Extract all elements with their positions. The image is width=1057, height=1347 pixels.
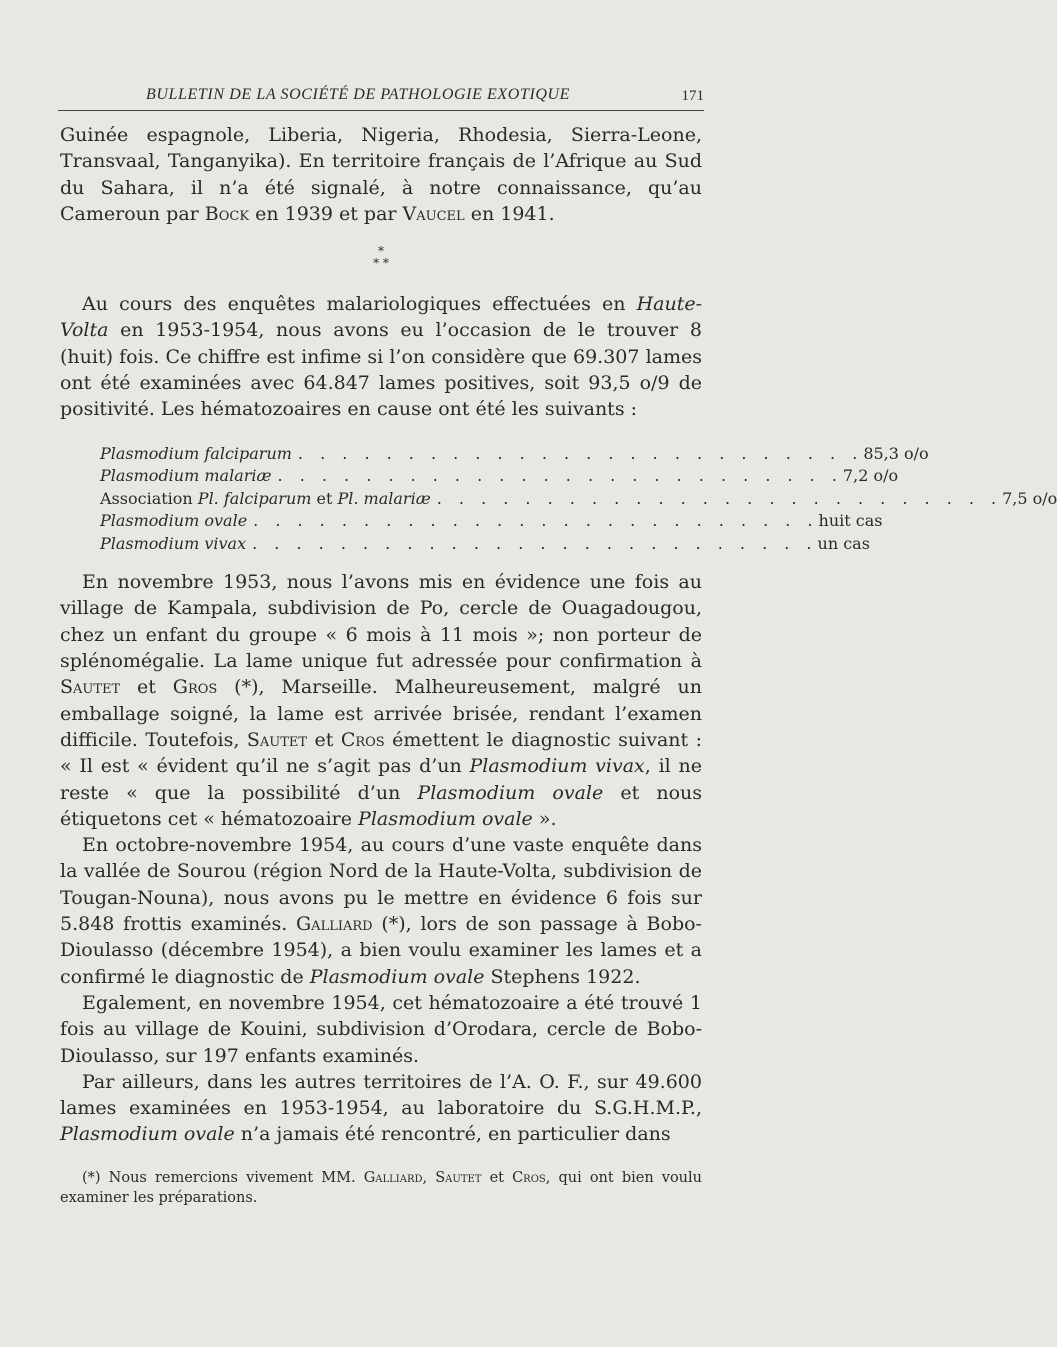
author-name: Bock	[204, 202, 250, 225]
paragraph-continuation: Guinée espagnole, Liberia, Nigeria, Rhodesia, Sierra-Leone, Transvaal, Tanganyika). En territoire français de l’Afrique au Sud du Sahara, il n’a été signalé, à notre connaissance, qu’au Cameroun par Bock en 1939 et par Vaucel en 1941.	[60, 124, 702, 225]
parasite-table	[100, 443, 1057, 556]
section-separator: * * *	[373, 244, 389, 271]
table-row: Plasmodium malariæ . . . . . . . . . . . . . . . . . . . . . . . . . . 7,2 o/o	[100, 466, 899, 486]
place-name: Haute-Volta	[60, 293, 702, 342]
paragraph: Egalement, en novembre 1954, cet hématozoaire a été trouvé 1 fois au village de Kouini, subdivision d’Orodara, cercle de Bobo-Dioulasso, sur 197 enfants examinés.	[60, 991, 702, 1067]
author-name: Vaucel	[402, 202, 465, 225]
body-text	[60, 122, 1057, 1148]
running-title: BULLETIN DE LA SOCIÉTÉ DE PATHOLOGIE EXOTIQUE	[146, 86, 571, 103]
footnote: (*) Nous remercions vivement MM. Galliard, Sautet et Cros, qui ont bien voulu examiner les préparations.	[60, 1170, 702, 1206]
table-row: Plasmodium vivax . . . . . . . . . . . . . . . . . . . . . . . . . . un cas	[100, 533, 870, 553]
paragraph: En novembre 1953, nous l’avons mis en évidence une fois au village de Kampala, subdivision de Po, cercle de Ouagadougou, chez un enfant du groupe « 6 mois à 11 mois »; non porteur de splénomégalie. La lame unique fut adressée pour confirmation à Sautet et Gros (*), Marseille. Malheureusement, malgré un emballage soigné, la lame est arrivée brisée, rendant l’examen difficile. Toutefois, Sautet et Cros émettent le diagnostic suivant : « Il est « évident qu’il ne s’agit pas d’un Plasmodium vivax, il ne reste « que la possibilité d’un Plasmodium ovale et nous étiquetons cet « hématozoaire Plasmodium ovale ».	[60, 571, 703, 830]
page-header	[58, 80, 704, 111]
table-row: Plasmodium falciparum . . . . . . . . . . . . . . . . . . . . . . . . . . 85,3 o/o	[100, 443, 929, 463]
paragraph: Par ailleurs, dans les autres territoires de l’A. O. F., sur 49.600 lames examinées en 1953-1954, au laboratoire du S.G.H.M.P., Plasmodium ovale n’a jamais été rencontré, en particulier dans	[60, 1070, 702, 1146]
paragraph: Au cours des enquêtes malariologiques effectuées en Haute-Volta en 1953-1954, nous avons eu l’occasion de le trouver 8 (huit) fois. Ce chiffre est infime si l’on considère que 69.307 lames ont été examinées avec 64.847 lames positives, soit 93,5 o/9 de positivité. Les hématozoaires en cause ont été les suivants :	[60, 293, 702, 421]
paragraph: En octobre-novembre 1954, au cours d’une vaste enquête dans la vallée de Sourou (région Nord de la Haute-Volta, subdivision de Tougan-Nouna), nous avons pu le mettre en évidence 6 fois sur 5.848 frottis examinés. Galliard (*), lors de son passage à Bobo-Dioulasso (décembre 1954), a bien voulu examiner les lames et a confirmé le diagnostic de Plasmodium ovale Stephens 1922.	[60, 834, 702, 988]
page-number: 171	[681, 88, 704, 104]
table-row: Plasmodium ovale . . . . . . . . . . . . . . . . . . . . . . . . . . huit cas	[100, 511, 883, 531]
table-row: Association Pl. falciparum et Pl. malariæ . . . . . . . . . . . . . . . . . . . . . . . . . . 7,5 o/o	[100, 488, 1057, 508]
